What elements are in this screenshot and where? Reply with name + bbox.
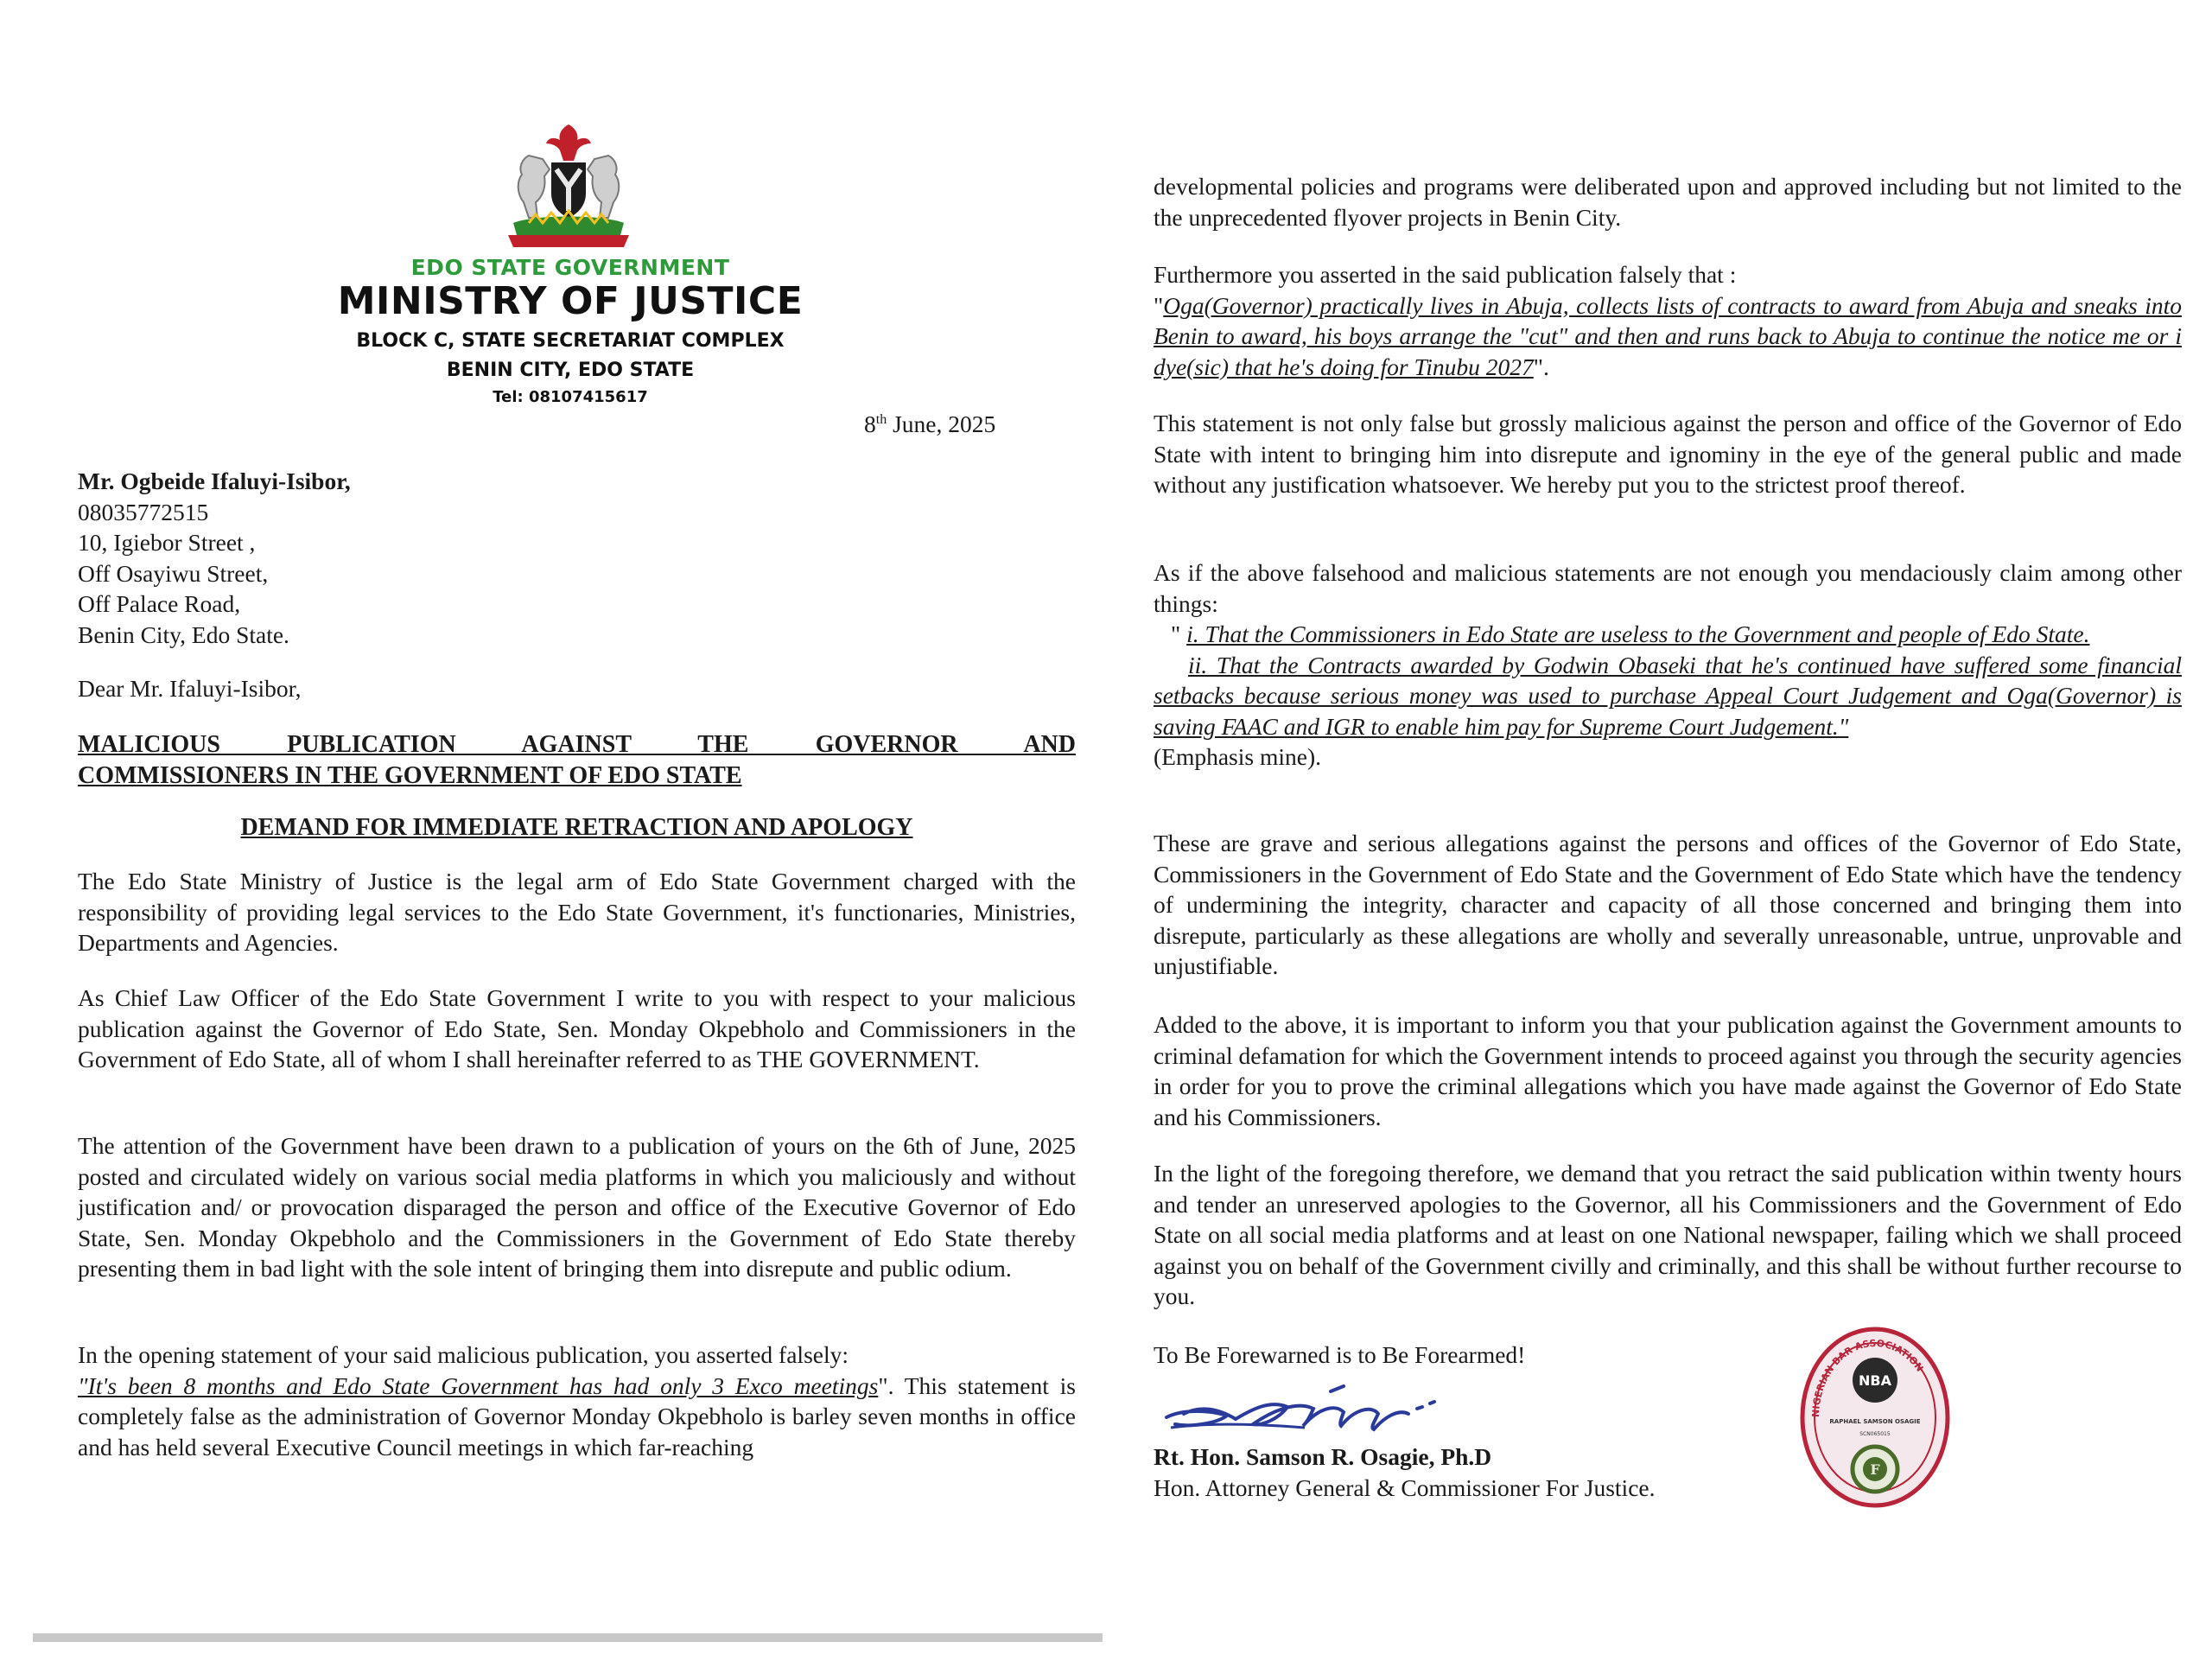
signatory-block xyxy=(1154,1441,1655,1504)
government-name: EDO STATE GOVERNMENT xyxy=(410,255,730,280)
letter-page-2 xyxy=(1115,0,2212,1661)
recipient-block xyxy=(78,466,351,703)
paragraph-8: As if the above falsehood and malicious statements are not enough you mendaciously claim among other things: " i. That the Commissioners in Edo State are useless to the Government and people of Edo State. ii. That the Contracts awarded by Godwin Obaseki that he's continued have suffered some financial setbacks because serious money was used to purchase Appeal Court Judgement and Oga(Governor) is saving FAAC and IGR to enable him pay for Supreme Court Judgement." (Emphasis mine). xyxy=(1154,559,2182,770)
recipient-address-line: Off Osayiwu Street, xyxy=(78,559,269,587)
subject-line-2: COMMISSIONERS IN THE GOVERNMENT OF EDO STATE xyxy=(78,762,742,789)
demand-heading: DEMAND FOR IMMEDIATE RETRACTION AND APOLOGY xyxy=(240,814,913,841)
paragraph-1: The Edo State Ministry of Justice is the legal arm of Edo State Government charged with the responsibility of providing legal services to the Edo State Government, it's functionaries, Ministries, Departments and Agencies. xyxy=(78,868,1076,956)
paragraph-4: In the opening statement of your said malicious publication, you asserted falsely: "It's been 8 months and Edo State Government has had only 3 Exco meetings". This statement is completely false as the administration of Governor Monday Okpebholo is barley seven months in office and has held several Executive Council meetings in which far-reaching xyxy=(78,1341,1076,1461)
quoted-exco-statement: "It's been 8 months and Edo State Government has had only 3 Exco meetings xyxy=(78,1371,879,1399)
paragraph-7: This statement is not only false but grossly malicious against the person and office of the Governor of Edo State with intent to bringing him into disrepute and ignominy in the eye of the general public and made without any justification whatsoever. We hereby put you to the strictest proof thereof. xyxy=(1154,410,2182,498)
claim-item-1: i. That the Commissioners in Edo State are useless to the Government and people of Edo State. xyxy=(1186,620,2090,647)
paragraph-9: These are grave and serious allegations against the persons and offices of the Governor of Edo State, Commissioners in the Government of Edo State and the Government of Edo State which have the tendency of undermining the integrity, character and capacity of all those concerned and bringing them into disrepute, particularly as these allegations are wholly and severally unreasonable, untrue, unprovable and unjustifiable. xyxy=(1154,830,2182,979)
svg-text:SCN065015: SCN065015 xyxy=(1859,1431,1891,1437)
paragraph-11: In the light of the foregoing therefore, we demand that you retract the said publication within twenty hours and tender an unreserved apologies to the Governor, all his Commissioners and the Government of Edo State on all social media platforms and at least on one National newspaper, failing which we shall proceed against you on behalf of the Government civilly and criminally, and this shall be without further recourse to you. xyxy=(1154,1160,2182,1309)
quoted-governor-statement: Oga(Governor) practically lives in Abuja, collects lists of contracts to award from Abuja and sneaks into Benin to award, his boys arrange the "cut" and then and runs back to Abuja to continue the notice me or i dye(sic) that he's doing for Tinubu 2027 xyxy=(1154,291,2182,380)
address-line-2: BENIN CITY, EDO STATE xyxy=(446,360,695,381)
claim-item-2: ii. That the Contracts awarded by Godwin Obaseki that he's continued have suffered some financial setbacks because serious money was used to purchase Appeal Court Judgement and Oga(Governor) is saving FAAC and IGR to enable him pay for Supreme Court Judgement." xyxy=(1154,651,2182,740)
address-line-1: BLOCK C, STATE SECRETARIAT COMPLEX xyxy=(356,330,785,352)
paragraph-5: developmental policies and programs were deliberated upon and approved including but not limited to the the unprecedented flyover projects in Benin City. xyxy=(1154,173,2182,231)
closing-line: To Be Forewarned is to Be Forearmed! xyxy=(1154,1341,1526,1368)
paragraph-2: As Chief Law Officer of the Edo State Government I write to you with respect to your malicious publication against the Governor of Edo State, Sen. Monday Okpebholo and Commissioners in the Government of Edo State, all of whom I shall hereinafter referred to as THE GOVERNMENT. xyxy=(78,984,1076,1072)
signatory-title: Hon. Attorney General & Commissioner For Justice. xyxy=(1154,1474,1656,1501)
svg-text:NIGERIAN BAR ASSOCIATION: NIGERIAN BAR ASSOCIATION xyxy=(1809,1337,1926,1418)
recipient-address-line: Off Palace Road, xyxy=(78,590,241,618)
subject-line-1: MALICIOUS PUBLICATION AGAINST THE GOVERNOR AND xyxy=(78,731,1076,758)
paragraph-6: Furthermore you asserted in the said publication falsely that : "Oga(Governor) practically lives in Abuja, collects lists of contracts to award from Abuja and sneaks into Benin to award, his boys arrange the "cut" and then and runs back to Abuja to continue the notice me or i dye(sic) that he's doing for Tinubu 2027". xyxy=(1154,261,2182,380)
letter-date: 8th June, 2025 xyxy=(864,410,996,437)
recipient-address-line: 10, Igiebor Street , xyxy=(78,529,256,557)
ministry-name: MINISTRY OF JUSTICE xyxy=(337,279,804,323)
salutation: Dear Mr. Ifaluyi-Isibor, xyxy=(78,674,302,702)
svg-text:NBA: NBA xyxy=(1859,1372,1891,1389)
svg-text:F: F xyxy=(1870,1461,1880,1478)
recipient-name: Mr. Ogbeide Ifaluyi-Isibor, xyxy=(78,468,351,494)
telephone: Tel: 08107415617 xyxy=(493,388,648,406)
letterhead xyxy=(276,121,864,410)
paragraph-10: Added to the above, it is important to inform you that your publication against the Government amounts to criminal defamation for which the Government intends to proceed against you through the security agencies in order for you to prove the criminal allegations which you have made against the Governor of Edo State and his Commissioners. xyxy=(1154,1011,2182,1130)
paragraph-3: The attention of the Government have been drawn to a publication of yours on the 6th of June, 2025 posted and circulated widely on various social media platforms in which you maliciously and without justification and/ or provocation disparaged the person and office of the Executive Governor of Edo State, Sen. Monday Okpebholo and the Commissioners in the Government of Edo State thereby presenting them in bad light with the sole intent of bringing them into disrepute and public odium. xyxy=(78,1132,1076,1282)
signatory-name: Rt. Hon. Samson R. Osagie, Ph.D xyxy=(1154,1443,1492,1470)
recipient-address-line: Benin City, Edo State. xyxy=(78,620,289,648)
recipient-phone: 08035772515 xyxy=(78,498,209,525)
nigerian-bar-association-seal-icon xyxy=(1800,1327,1951,1508)
page-divider xyxy=(33,1633,1103,1642)
svg-text:RAPHAEL SAMSON OSAGIE: RAPHAEL SAMSON OSAGIE xyxy=(1829,1418,1921,1425)
handwritten-signature-icon xyxy=(1158,1374,1443,1443)
